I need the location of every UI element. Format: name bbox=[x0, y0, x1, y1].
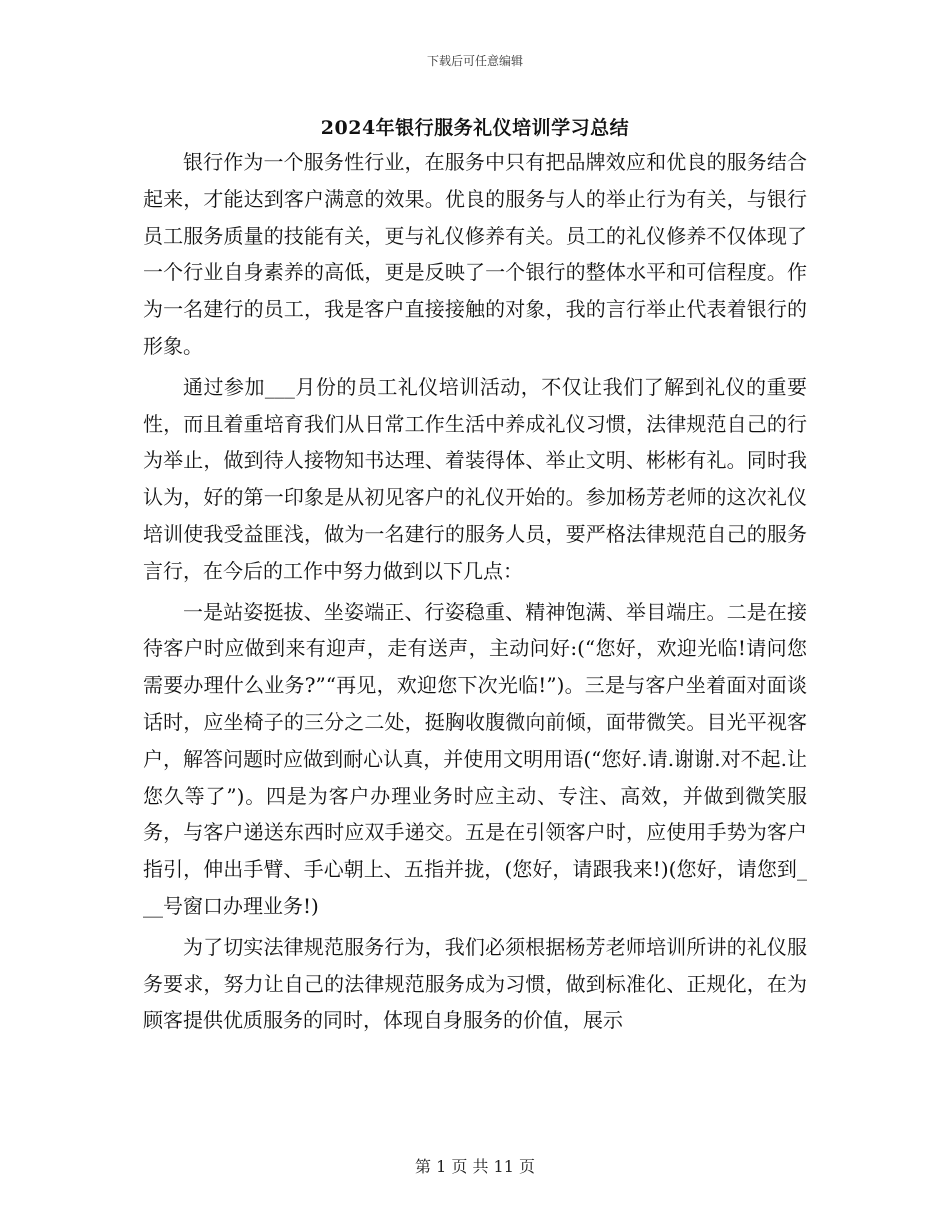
document-body bbox=[143, 144, 807, 1043]
document-title: 2024年银行服务礼仪培训学习总结 bbox=[320, 117, 630, 139]
page-number: 第 1 页 共 11 页 bbox=[415, 1157, 535, 1176]
paragraph-2: 通过参加___月份的员工礼仪培训活动，不仅让我们了解到礼仪的重要性，而且着重培育我们从日常工作生活中养成礼仪习惯，法律规范自己的行为举止，做到待人接物知书达理、着装得体、举止文明、彬彬有礼。同时我认为，好的第一印象是从初见客户的礼仪开始的。参加杨芳老师的这次礼仪培训使我受益匪浅，做为一名建行的服务人员，要严格法律规范自己的服务言行，在今后的工作中努力做到以下几点： bbox=[143, 374, 807, 583]
paragraph-4: 为了切实法律规范服务行为，我们必须根据杨芳老师培训所讲的礼仪服务要求，努力让自己的法律规范服务成为习惯，做到标准化、正规化，在为顾客提供优质服务的同时，体现自身服务的价值，展示 bbox=[143, 934, 807, 1033]
paragraph-1: 银行作为一个服务性行业，在服务中只有把品牌效应和优良的服务结合起来，才能达到客户满意的效果。优良的服务与人的举止行为有关，与银行员工服务质量的技能有关，更与礼仪修养有关。员工的礼仪修养不仅体现了一个行业自身素养的高低，更是反映了一个银行的整体水平和可信程度。作为一名建行的员工，我是客户直接接触的对象，我的言行举止代表着银行的形象。 bbox=[143, 150, 807, 358]
paragraph-3: 一是站姿挺拔、坐姿端正、行姿稳重、精神饱满、举目端庄。二是在接待客户时应做到来有迎声，走有送声，主动问好:(“您好，欢迎光临!请问您需要办理什么业务?”“再见，欢迎您下次光临!”)。三是与客户坐着面对面谈话时，应坐椅子的三分之二处，挺胸收腹微向前倾，面带微笑。目光平视客户，解答问题时应做到耐心认真，并使用文明用语(“您好.请.谢谢.对不起.让您久等了”)。四是为客户办理业务时应主动、专注、高效，并做到微笑服务，与客户递送东西时应双手递交。五是在引领客户时，应使用手势为客户指引，伸出手臂、手心朝上、五指并拢，(您好，请跟我来!)(您好，请您到___号窗口办理业务!) bbox=[143, 599, 807, 918]
header-note: 下载后可任意编辑 bbox=[426, 54, 523, 68]
